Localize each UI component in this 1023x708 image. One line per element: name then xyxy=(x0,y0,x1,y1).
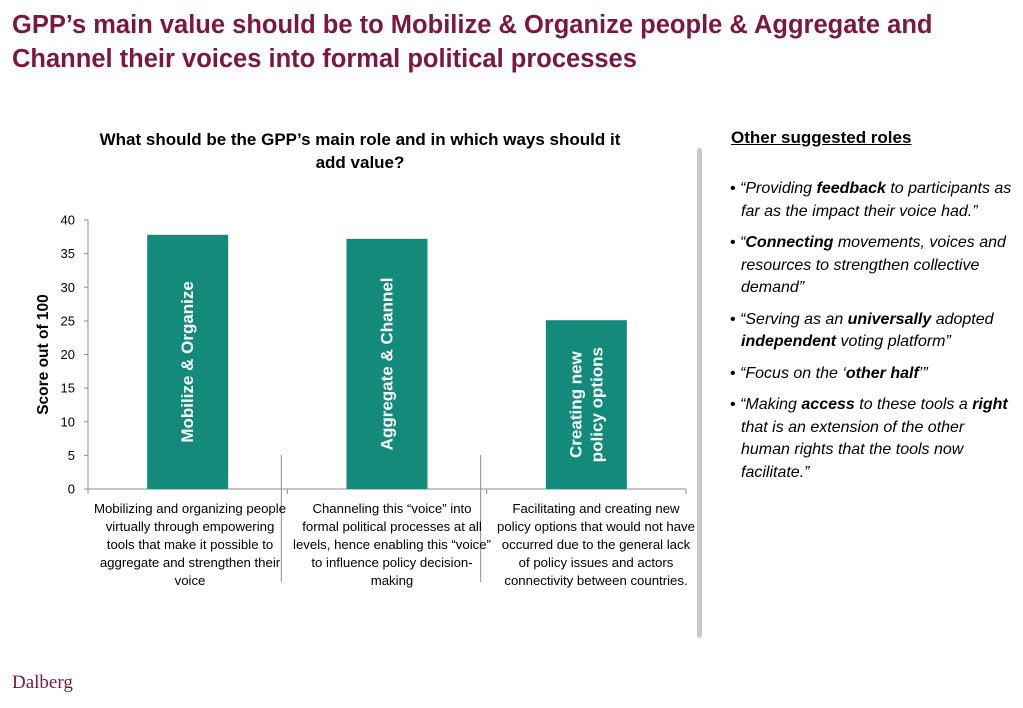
item-text: voting platform” xyxy=(836,333,951,350)
vertical-divider xyxy=(697,148,702,638)
item-text: “Focus on the ‘ xyxy=(740,364,846,382)
bar xyxy=(546,320,627,489)
bullet-marker: • xyxy=(730,364,741,382)
bullet-marker: • xyxy=(730,396,741,413)
suggested-roles-list xyxy=(729,178,1014,493)
bullet-marker: • xyxy=(730,180,741,197)
emphasis-text: right xyxy=(972,396,1008,413)
emphasis-text: universally xyxy=(847,310,932,328)
y-axis-label: Score out of 100 xyxy=(35,294,52,415)
suggested-role-item xyxy=(729,178,1014,223)
y-tick-label: 25 xyxy=(60,313,75,329)
item-text: “Making xyxy=(740,396,802,413)
emphasis-text: other half xyxy=(845,364,919,382)
y-tick-label: 15 xyxy=(60,380,75,396)
emphasis-text: independent xyxy=(741,333,837,350)
suggested-role-item xyxy=(729,309,1014,354)
emphasis-text: access xyxy=(801,396,855,413)
item-text: ’” xyxy=(918,364,928,382)
item-text: “Providing xyxy=(740,180,817,197)
suggested-role-item xyxy=(729,232,1014,300)
emphasis-text: feedback xyxy=(816,180,886,197)
y-tick-label: 20 xyxy=(60,347,75,362)
description-mobilize: Mobilizing and organizing people virtually through empowering tools that make it possible to aggregate and strengthen their voice xyxy=(93,501,287,588)
item-text: to participants as far as the impact their voice had.” xyxy=(741,180,1012,220)
y-tick-label: 5 xyxy=(67,447,75,463)
description-aggregate: Channeling this “voice” into formal political processes at all levels, hence enabling this “voice” to influence policy decision-making xyxy=(293,501,491,588)
item-text: movements, voices and resources to strengthen collective demand” xyxy=(741,234,1006,296)
y-tick-label: 0 xyxy=(67,481,75,497)
y-tick-label: 40 xyxy=(60,212,75,228)
bar-label: Mobilize & Organize xyxy=(178,281,198,443)
y-tick-label: 35 xyxy=(60,246,75,262)
bar-label: Creating new xyxy=(566,351,586,458)
dalberg-logo: Dalberg xyxy=(12,672,73,693)
item-text: to these tools a xyxy=(854,396,973,413)
y-tick-label: 10 xyxy=(60,414,75,430)
item-text: adopted xyxy=(931,310,994,328)
sidebar-heading: Other suggested roles xyxy=(731,128,912,147)
y-tick-label: 30 xyxy=(60,279,75,295)
item-text: “Serving as an xyxy=(740,310,848,328)
suggested-role-item xyxy=(729,363,1014,386)
bullet-marker: • xyxy=(730,310,741,328)
bullet-marker: • xyxy=(730,234,741,251)
description-policy: Facilitating and creating new policy options that would not have occurred due to the general lack of policy issues and actors connectivity between countries. xyxy=(497,501,695,588)
suggested-role-item xyxy=(729,394,1014,484)
slide-title: GPP’s main value should be to Mobilize & Organize people & Aggregate and Channel their voices into formal political processes xyxy=(12,11,933,73)
chart-title: What should be the GPP’s main role and in which ways should it add value? xyxy=(99,130,621,172)
bar-label: Aggregate & Channel xyxy=(377,277,397,451)
emphasis-text: Connecting xyxy=(745,234,834,251)
bar-label: policy options xyxy=(587,346,607,463)
item-text: “ xyxy=(740,234,746,251)
item-text: that is an extension of the other human rights that the tools now facilitate.” xyxy=(741,418,965,481)
